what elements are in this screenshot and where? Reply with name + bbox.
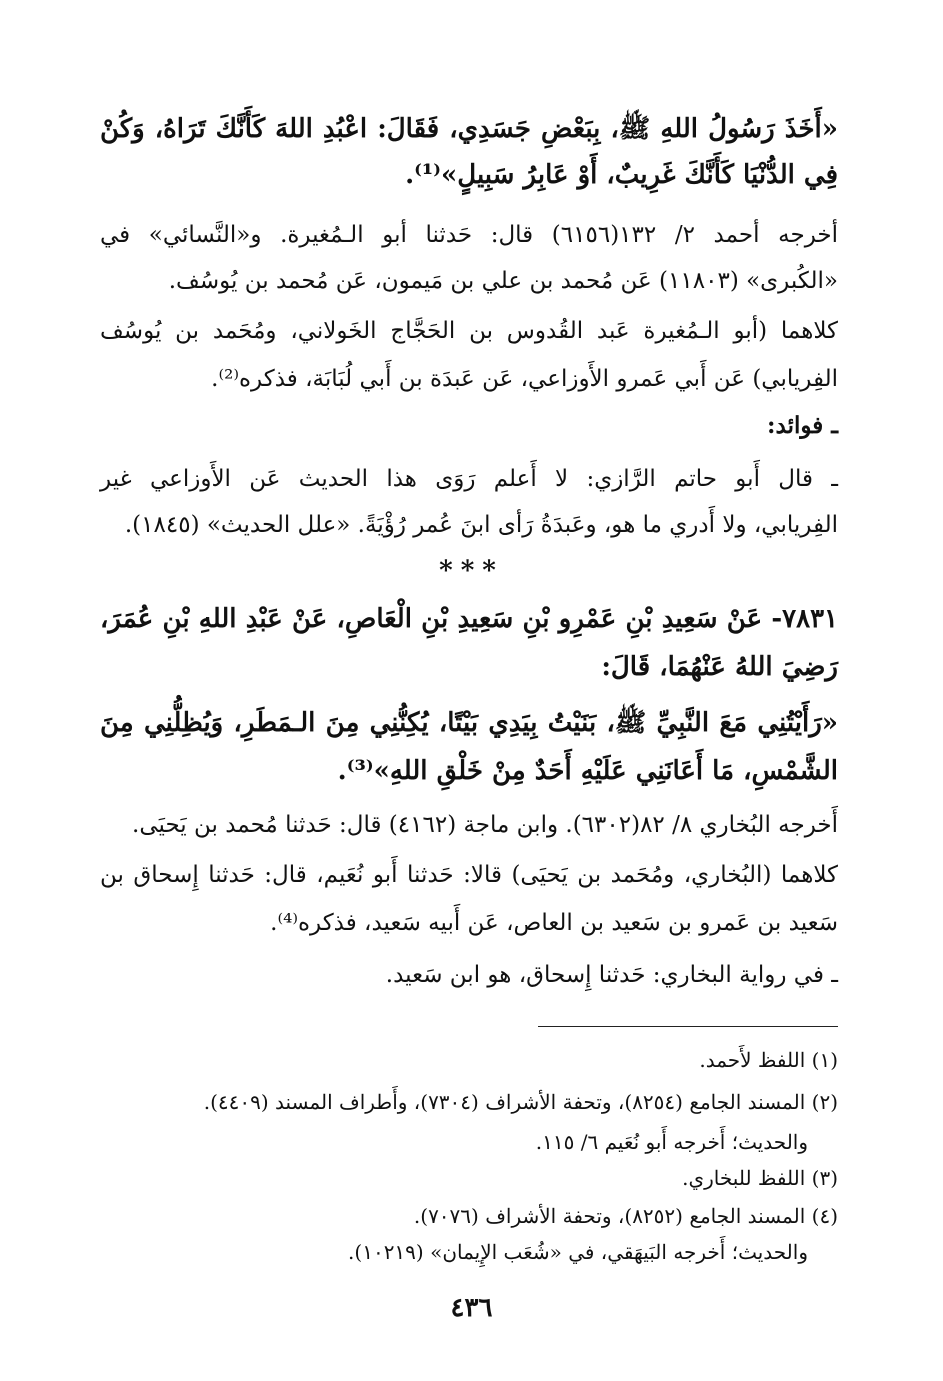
- takhrij-note: ـ في رواية البخاري: حَدثنا إِسحاق، هو ابن سَعيد.: [385, 962, 838, 988]
- hadith-isnad-line: رَضِيَ اللهُ عَنْهُمَا، قَالَ:: [601, 652, 838, 682]
- hadith-isnad-line: ٧٨٣١- عَنْ سَعِيدِ بْنِ عَمْرِو بْنِ سَعِيدِ بْنِ الْعَاصِ، عَنْ عَبْدِ اللهِ بْنِ عُمَرَ،: [100, 604, 838, 634]
- footnote: (٢) المسند الجامع (٨٢٥٤)، وتحفة الأشراف (٧٣٠٤)، وأَطراف المسند (٤٤٠٩).: [203, 1090, 838, 1114]
- footnote-continuation: والحديث؛ أَخرجه البَيهَقي، في «شُعَب الإِيمان» (١٠٢١٩).: [348, 1240, 808, 1264]
- hadith-text-line: فِي الدُّنْيَا كَأَنَّكَ غَرِيبٌ، أَوْ عَابِرُ سَبِيلٍ»⁽¹⁾.: [405, 160, 838, 190]
- footnote: (٣) اللفظ للبخاري.: [682, 1166, 838, 1190]
- takhrij-line: أخرجه أحمد ٢/ ١٣٢(٦١٥٦) قال: حَدثنا أبو الـمُغيرة. و«النَّسائي» في: [100, 222, 838, 248]
- section-separator: ***: [439, 556, 504, 586]
- footnote: (١) اللفظ لأَحمد.: [699, 1048, 838, 1072]
- takhrij-line: كلاهما (أبو الـمُغيرة عَبد القُدوس بن الحَجَّاج الخَولاني، ومُحَمد بن يُوسُف: [100, 318, 839, 344]
- takhrij-line: الفِريابي) عَن أَبي عَمرو الأَوزاعي، عَن عَبدَة بن أَبي لُبَابَة، فذكره⁽²⁾.: [211, 366, 838, 392]
- takhrij-line: سَعيد بن عَمرو بن سَعيد بن العاص، عَن أَبيه سَعيد، فذكره⁽⁴⁾.: [270, 910, 838, 936]
- fawaid-line: الفِريابي، ولا أَدري ما هو، وعَبدَةُ رَأى ابنَ عُمر رُؤْيَةً. «علل الحديث» (١٨٤٥).: [124, 512, 838, 538]
- hadith-text-line: «أَخَذَ رَسُولُ اللهِ ﷺ، بِبَعْضِ جَسَدِي، فَقَالَ: اعْبُدِ اللهَ كَأَنَّكَ تَرَاهُ، وَكُنْ: [100, 114, 838, 144]
- page-number: ٤٣٦: [450, 1293, 493, 1323]
- footnote-divider: [538, 1026, 838, 1027]
- takhrij-line: كلاهما (البُخاري، ومُحَمد بن يَحيَى) قالا: حَدثنا أَبو نُعَيم، قال: حَدثنا إِسحاق بن: [100, 862, 838, 888]
- takhrij-line: أَخرجه البُخاري ٨/ ٨٢(٦٣٠٢). وابن ماجة (٤١٦٢) قال: حَدثنا مُحمد بن يَحيَى.: [132, 812, 838, 838]
- hadith-matn-line: الشَّمْسِ، مَا أَعَانَنِي عَلَيْهِ أَحَدٌ مِنْ خَلْقِ اللهِ»⁽³⁾.: [337, 756, 838, 786]
- fawaid-line: ـ قال أَبو حاتم الرَّازي: لا أَعلم رَوَى هذا الحديث عَن الأَوزاعي غير: [100, 466, 838, 492]
- takhrij-line: «الكُبرى» (١١٨٠٣) عَن مُحمد بن علي بن مَيمون، عَن مُحمد بن يُوسُف.: [168, 268, 838, 294]
- footnote: (٤) المسند الجامع (٨٢٥٢)، وتحفة الأشراف (٧٠٧٦).: [413, 1204, 838, 1228]
- footnote-continuation: والحديث؛ أَخرجه أَبو نُعَيم ٦/ ١١٥.: [535, 1130, 808, 1154]
- fawaid-heading: ـ فوائد:: [767, 412, 838, 439]
- hadith-matn-line: «رَأَيْتُنِي مَعَ النَّبِيِّ ﷺ، بَنَيْتُ بِيَدِي بَيْتًا، يُكِنُّنِي مِنَ الـمَطَرِ، وَيُظِلُّنِي مِنَ: [100, 708, 839, 738]
